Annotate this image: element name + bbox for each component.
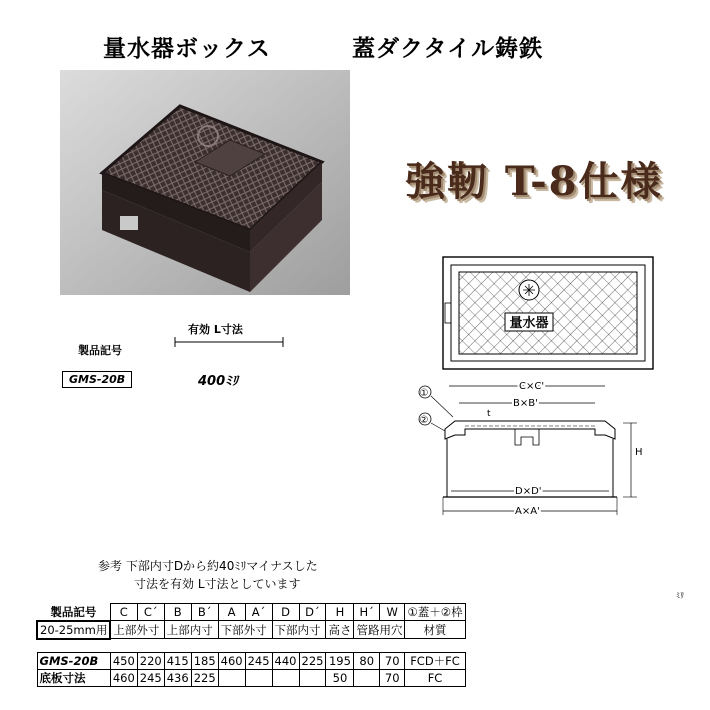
subheader-upper-outer: 上部外寸: [110, 621, 164, 639]
table-subheader-row: [37, 621, 465, 639]
subheader-size: 20-25mm用: [37, 621, 110, 639]
cell: 70: [379, 652, 405, 669]
table-row: [37, 669, 465, 686]
cell: [299, 669, 326, 686]
header-c: C: [110, 604, 137, 621]
header-w: W: [379, 604, 405, 621]
title-material: 蓋ダクタイル鋳鉄: [352, 36, 544, 62]
cell: 436: [164, 669, 191, 686]
table-spacer: [37, 639, 465, 653]
cell: 225: [299, 652, 326, 669]
cell: 50: [326, 669, 354, 686]
cell: 460: [110, 669, 137, 686]
subheader-pipe-hole: 管路用穴: [354, 621, 405, 639]
table-row: [37, 652, 465, 669]
cell: [272, 669, 299, 686]
row-bottom-plate: 底板寸法: [37, 669, 110, 686]
header-d: D: [272, 604, 299, 621]
dim-dd: D×D': [515, 486, 542, 497]
table-header-row: [37, 604, 465, 621]
dim-bb: B×B': [513, 398, 538, 409]
dim-h: H: [635, 447, 643, 458]
note-line-1: 参考 下部内寸Dから約40ﾐﾘマイナスした: [98, 559, 318, 573]
header-a-prime: A´: [245, 604, 272, 621]
cell: 80: [354, 652, 380, 669]
product-code-label: 製品記号: [78, 344, 122, 357]
mm-note: ﾐﾘ: [676, 591, 684, 600]
cell: FCD＋FC: [405, 652, 465, 669]
cell: 440: [272, 652, 299, 669]
subheader-material: 材質: [405, 621, 465, 639]
marker-1: ①: [419, 388, 429, 399]
cell: 220: [137, 652, 164, 669]
cell: 415: [164, 652, 191, 669]
marker-2: ②: [419, 415, 429, 426]
cell: 245: [137, 669, 164, 686]
dim-cc: C×C': [519, 381, 545, 392]
subheader-lower-outer: 下部外寸: [218, 621, 272, 639]
cell: [218, 669, 245, 686]
cell: 460: [218, 652, 245, 669]
effective-value: 400ﾐﾘ: [198, 374, 239, 389]
subheader-lower-inner: 下部内寸: [272, 621, 326, 639]
cell: 225: [191, 669, 218, 686]
header-c-prime: C´: [137, 604, 164, 621]
header-b-prime: B´: [191, 604, 218, 621]
cell: 185: [191, 652, 218, 669]
header-b: B: [164, 604, 191, 621]
model-label: GMS-20B: [62, 371, 132, 388]
header-h: H: [326, 604, 354, 621]
cell: 450: [110, 652, 137, 669]
dim-t: t: [487, 409, 491, 419]
product-photo: [60, 70, 350, 295]
technical-drawing: [405, 245, 665, 530]
header-lid-frame: ①蓋＋②枠: [405, 604, 465, 621]
header-h-prime: H´: [354, 604, 380, 621]
title-product: 量水器ボックス: [103, 36, 271, 62]
cell: 70: [379, 669, 405, 686]
header-d-prime: D´: [299, 604, 326, 621]
spec-label: 強靭 T-8仕様: [405, 158, 663, 205]
dim-aa: A×A': [515, 506, 540, 517]
header-product-code: 製品記号: [50, 604, 97, 619]
spec-table: [36, 603, 466, 687]
effective-dimension-line: [174, 337, 284, 347]
cell: 195: [326, 652, 354, 669]
cell: [245, 669, 272, 686]
subheader-upper-inner: 上部内寸: [164, 621, 218, 639]
cell: FC: [405, 669, 465, 686]
cell: [354, 669, 380, 686]
effective-label: 有効 L寸法: [188, 323, 243, 336]
header-a: A: [218, 604, 245, 621]
subheader-height: 高さ: [326, 621, 354, 639]
plan-label: 量水器: [509, 316, 549, 331]
row-model: GMS-20B: [37, 652, 110, 669]
cell: 245: [245, 652, 272, 669]
note-line-2: 寸法を有効 L寸法としています: [134, 577, 301, 591]
